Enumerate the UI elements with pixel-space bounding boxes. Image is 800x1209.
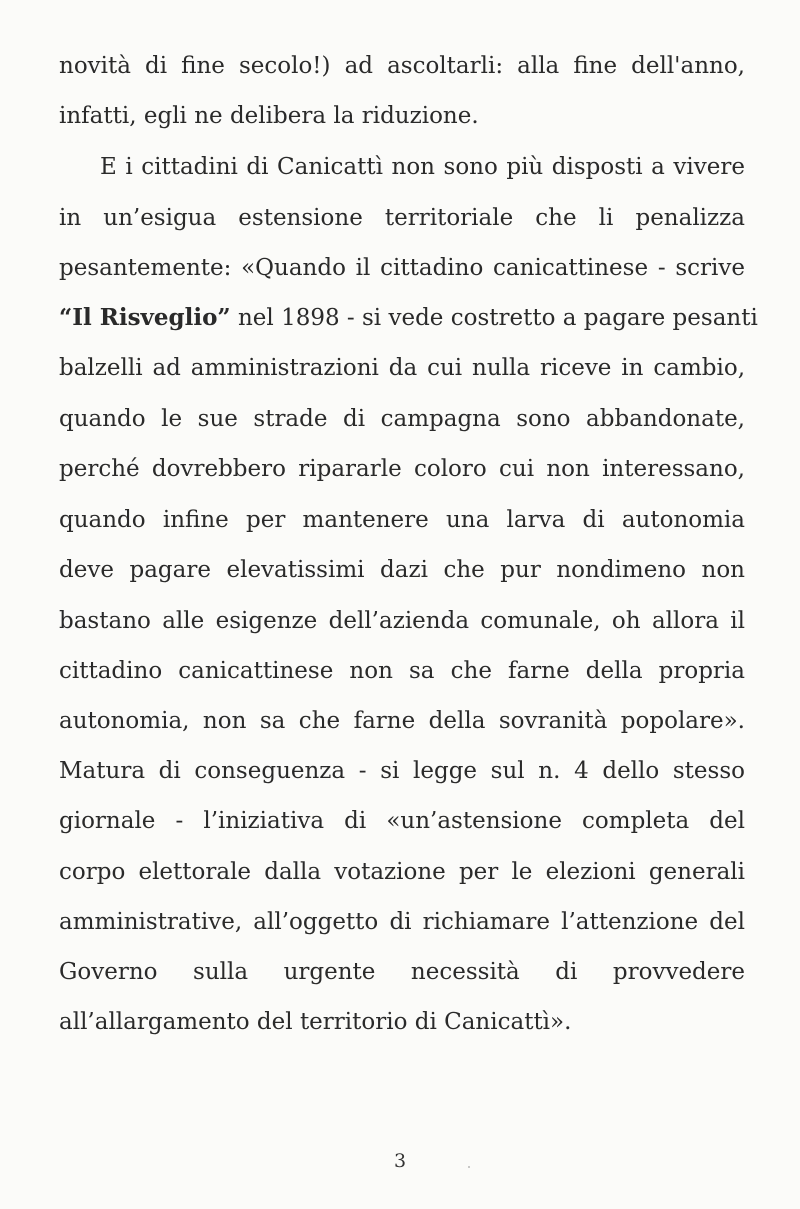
text-line-10: quando infine per mantenere una larva di autonomia (59, 507, 745, 533)
text-line-12: bastano alle esigenze dell’azienda comunale, oh allora il (59, 608, 745, 634)
text-line-7: balzelli ad amministrazioni da cui nulla riceve in cambio, (59, 355, 745, 381)
text-line-11: deve pagare elevatissimi dazi che pur nondimeno non (59, 557, 745, 583)
text-line-2: infatti, egli ne delibera la riduzione. (59, 103, 479, 129)
text-line-8: quando le sue strade di campagna sono abbandonate, (59, 406, 745, 432)
text-line-5: pesantemente: «Quando il cittadino canicattinese - scrive (59, 255, 745, 281)
text-line-13: cittadino canicattinese non sa che farne della propria (59, 658, 745, 684)
text-line-17: corpo elettorale dalla votazione per le elezioni generali (59, 859, 745, 885)
text-line-15: Matura di conseguenza - si legge sul n. 4 dello stesso (59, 758, 745, 784)
text-line-4: in un’esigua estensione territoriale che li penalizza (59, 205, 745, 231)
text-line-18: amministrative, all’oggetto di richiamare l’attenzione del (59, 909, 745, 935)
text-line-20: all’allargamento del territorio di Canicattì». (59, 1009, 572, 1035)
paper-speck (468, 1166, 470, 1168)
text-line-1: novità di fine secolo!) ad ascoltarli: alla fine dell'anno, (59, 53, 745, 79)
text-line-6-rest: nel 1898 - si vede costretto a pagare pesanti (237, 305, 758, 331)
text-line-14: autonomia, non sa che farne della sovranità popolare». (59, 708, 745, 734)
page-number: 3 (393, 1150, 407, 1172)
text-line-16: giornale - l’iniziativa di «un’astensione completa del (59, 808, 745, 834)
text-line-3: E i cittadini di Canicattì non sono più disposti a vivere (100, 154, 745, 180)
text-line-6 (59, 303, 758, 333)
text-line-19: Governo sulla urgente necessità di provvedere (59, 959, 745, 985)
newspaper-title: “Il Risveglio” (59, 304, 231, 331)
text-line-9: perché dovrebbero ripararle coloro cui non interessano, (59, 456, 745, 482)
